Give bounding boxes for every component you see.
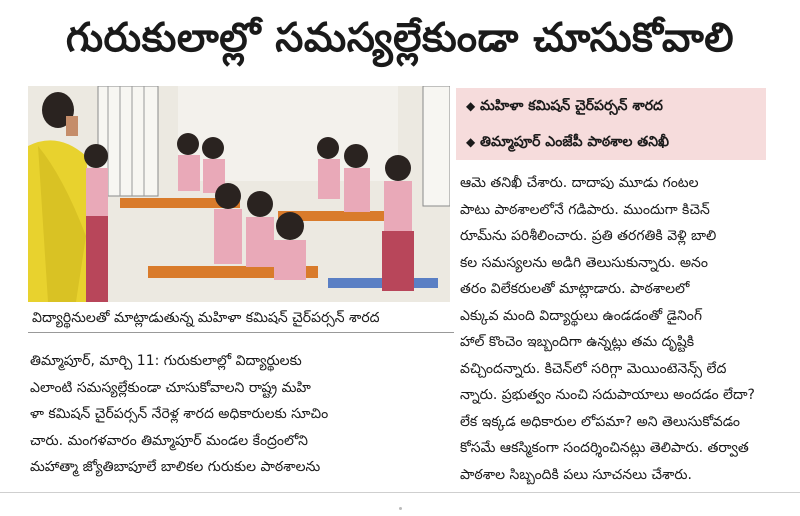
article-column-left xyxy=(30,348,430,481)
article-line: ఆమె తనిఖీ చేశారు. దాదాపు మూడు గంటల xyxy=(460,175,699,191)
article-line: కోసమే ఆకస్మికంగా సందర్శించినట్లు తెలిపారు. తర్వాత xyxy=(460,440,749,456)
highlights-box xyxy=(456,88,766,160)
page-divider xyxy=(0,492,800,493)
highlight-item xyxy=(456,124,766,160)
article-column-right xyxy=(460,170,770,488)
article-line: తిమ్మాపూర్, మార్చి 11: గురుకులాల్లో విద్యార్థులకు xyxy=(30,353,302,369)
article-line: ఎక్కువ మంది విద్యార్థులు ఉండడంతో డైనింగ్ xyxy=(460,307,703,324)
page-dot xyxy=(399,507,402,510)
article-line: రూమ్‌ను పరిశీలించారు. ప్రతి తరగతికి వెళ్లి బాలి xyxy=(460,228,717,244)
article-line: లేక ఇక్కడ అధికారుల లోపమా? అని తెలుసుకోవడం xyxy=(460,413,740,430)
article-line: చారు. మంగళవారం తిమ్మాపూర్ మండల కేంద్రంలోని xyxy=(30,432,308,449)
article-line: హాల్ కొంచెం ఇబ్బందిగా ఉన్నట్లు తమ దృష్టికి xyxy=(460,334,695,350)
news-photo xyxy=(28,86,450,302)
article-line: తరం విలేకరులతో మాట్లాడారు. పాఠశాలలో xyxy=(460,281,690,297)
article-line: పాఠశాల సిబ్బందికి పలు సూచనలు చేశారు. xyxy=(460,466,692,483)
article-line: న్నారు. ప్రభుత్వం నుంచి సదుపాయాలు అందడం లేదా? xyxy=(460,387,755,403)
classroom-illustration xyxy=(28,86,450,302)
highlight-text: మహిళా కమిషన్ చైర్‌పర్సన్ శారద xyxy=(480,98,663,114)
article-line: పాటు పాఠశాలలోనే గడిపారు. ముందుగా కిచెన్ xyxy=(460,201,710,218)
article-line: వచ్చిందన్నారు. కిచెన్‌లో సరిగ్గా మెయింటెనెన్స్ లేద xyxy=(460,360,727,377)
article-line: కల సమస్యలను అడిగి తెలుసుకున్నారు. అనం xyxy=(460,254,708,271)
photo-caption: విద్యార్థినులతో మాట్లాడుతున్న మహిళా కమిషన్ చైర్‌పర్సన్ శారద xyxy=(28,304,454,333)
diamond-bullet-icon: ◆ xyxy=(466,135,476,149)
article-line: ఎలాంటి సమస్యల్లేకుండా చూసుకోవాలని రాష్ట్ర మహి xyxy=(30,379,311,396)
headline: గురుకులాల్లో సమస్యల్లేకుండా చూసుకోవాలి xyxy=(65,15,735,61)
article-line: ళా కమిషన్ చైర్‌పర్సన్ నేరెళ్ల శారద అధికారులకు సూచిం xyxy=(30,406,329,422)
highlight-text: తిమ్మాపూర్ ఎంజేపీ పాఠశాల తనిఖీ xyxy=(480,134,670,150)
highlight-item xyxy=(456,88,766,124)
article-line: మహాత్మా జ్యోతిబాపూలే బాలికల గురుకుల పాఠశాలను xyxy=(30,459,321,475)
diamond-bullet-icon: ◆ xyxy=(466,99,476,113)
